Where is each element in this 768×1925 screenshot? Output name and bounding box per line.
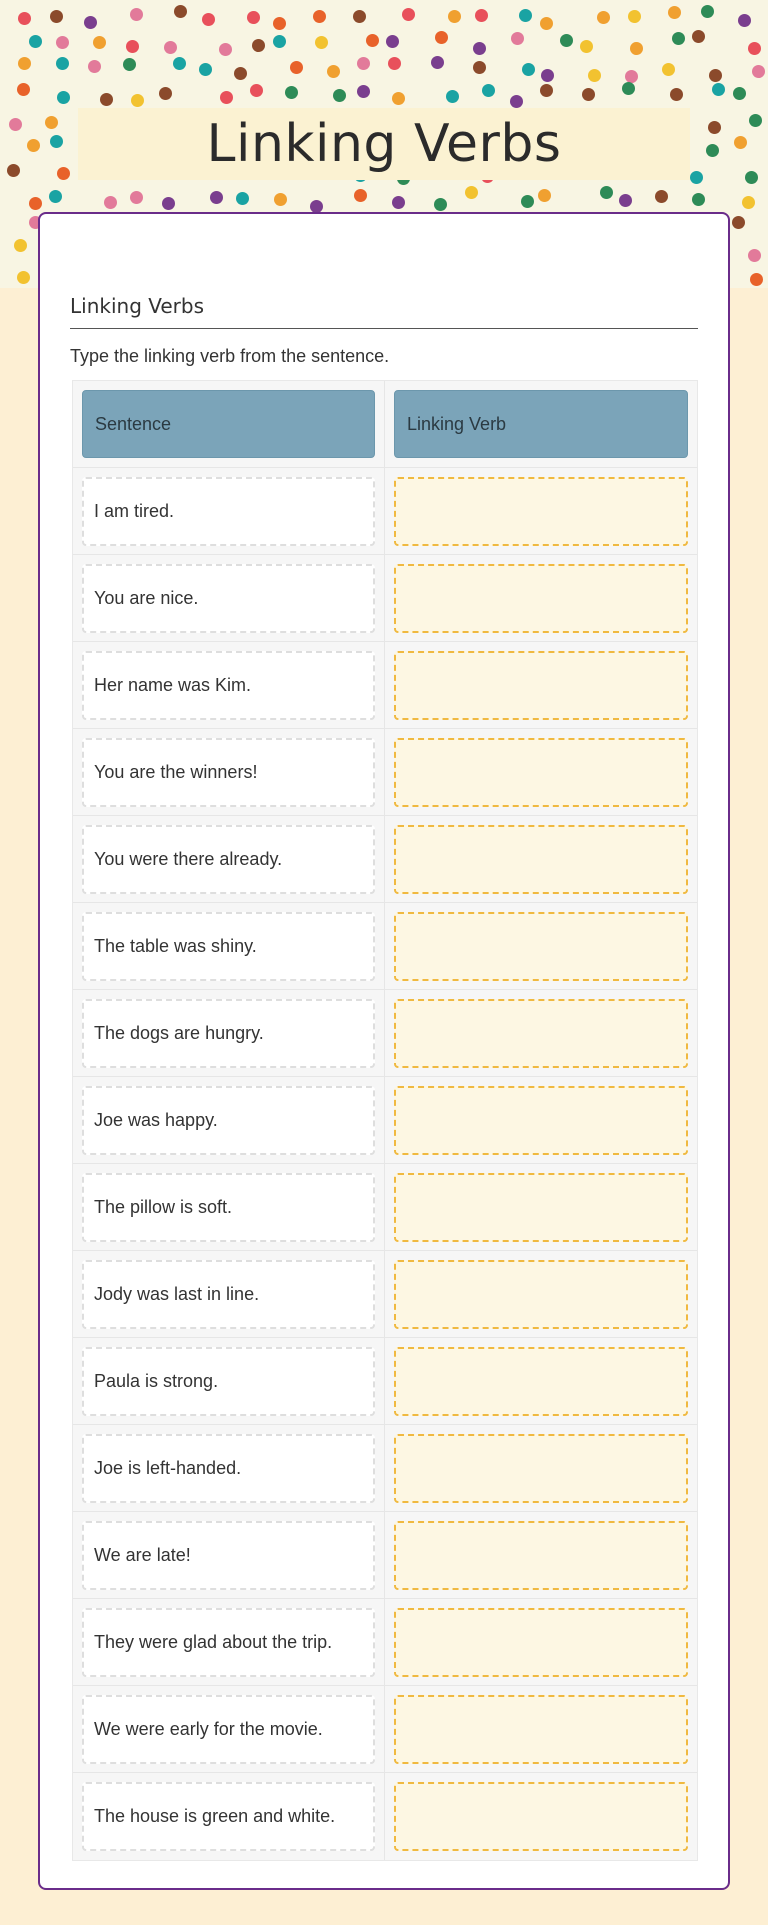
polka-dot: [522, 63, 535, 76]
polka-dot: [164, 41, 177, 54]
polka-dot: [709, 69, 722, 82]
polka-dot: [315, 36, 328, 49]
polka-dot: [354, 189, 367, 202]
answer-cell: [385, 1686, 697, 1772]
sentence-text: You are the winners!: [82, 738, 375, 807]
polka-dot: [510, 95, 523, 108]
linking-verb-input[interactable]: [394, 1695, 688, 1764]
sentence-text: Paula is strong.: [82, 1347, 375, 1416]
polka-dot: [392, 196, 405, 209]
polka-dot: [220, 91, 233, 104]
polka-dot: [162, 197, 175, 210]
polka-dot: [541, 69, 554, 82]
polka-dot: [619, 194, 632, 207]
sentence-cell: [73, 1773, 385, 1860]
polka-dot: [353, 10, 366, 23]
polka-dot: [202, 13, 215, 26]
polka-dot: [748, 249, 761, 262]
polka-dot: [708, 121, 721, 134]
polka-dot: [29, 35, 42, 48]
sentence-cell: [73, 468, 385, 554]
polka-dot: [672, 32, 685, 45]
polka-dot: [628, 10, 641, 23]
polka-dot: [600, 186, 613, 199]
polka-dot: [174, 5, 187, 18]
answer-table: [72, 380, 698, 1861]
sentence-text: They were glad about the trip.: [82, 1608, 375, 1677]
title-banner: [78, 108, 690, 180]
polka-dot: [692, 193, 705, 206]
worksheet-title: Linking Verbs: [206, 114, 562, 174]
polka-dot: [273, 35, 286, 48]
polka-dot: [45, 116, 58, 129]
table-header-row: [73, 381, 697, 468]
polka-dot: [57, 91, 70, 104]
table-row: [73, 1599, 697, 1686]
header-cell: [73, 381, 385, 467]
linking-verb-input[interactable]: [394, 564, 688, 633]
polka-dot: [706, 144, 719, 157]
answer-cell: [385, 1425, 697, 1511]
linking-verb-input[interactable]: [394, 651, 688, 720]
answer-cell: [385, 1599, 697, 1685]
polka-dot: [392, 92, 405, 105]
polka-dot: [17, 83, 30, 96]
polka-dot: [126, 40, 139, 53]
polka-dot: [93, 36, 106, 49]
polka-dot: [655, 190, 668, 203]
polka-dot: [333, 89, 346, 102]
polka-dot: [402, 8, 415, 21]
table-row: [73, 1338, 697, 1425]
sentence-cell: [73, 1251, 385, 1337]
polka-dot: [236, 192, 249, 205]
sentence-text: Joe is left-handed.: [82, 1434, 375, 1503]
answer-cell: [385, 1338, 697, 1424]
table-row: [73, 555, 697, 642]
linking-verb-input[interactable]: [394, 999, 688, 1068]
sentence-cell: [73, 903, 385, 989]
answer-cell: [385, 1251, 697, 1337]
sentence-cell: [73, 1338, 385, 1424]
polka-dot: [14, 239, 27, 252]
polka-dot: [313, 10, 326, 23]
polka-dot: [540, 84, 553, 97]
table-row: [73, 468, 697, 555]
sentence-text: I am tired.: [82, 477, 375, 546]
polka-dot: [18, 12, 31, 25]
sentence-cell: [73, 1164, 385, 1250]
polka-dot: [88, 60, 101, 73]
polka-dot: [622, 82, 635, 95]
polka-dot: [732, 216, 745, 229]
table-row: [73, 642, 697, 729]
polka-dot: [473, 61, 486, 74]
polka-dot: [173, 57, 186, 70]
answer-cell: [385, 729, 697, 815]
header-linking-verb: Linking Verb: [394, 390, 688, 458]
answer-cell: [385, 1164, 697, 1250]
polka-dot: [386, 35, 399, 48]
worksheet-card: [38, 212, 730, 1890]
polka-dot: [749, 114, 762, 127]
polka-dot: [357, 57, 370, 70]
polka-dot: [540, 17, 553, 30]
polka-dot: [290, 61, 303, 74]
polka-dot: [712, 83, 725, 96]
polka-dot: [630, 42, 643, 55]
polka-dot: [448, 10, 461, 23]
polka-dot: [475, 9, 488, 22]
sentence-cell: [73, 816, 385, 902]
polka-dot: [84, 16, 97, 29]
polka-dot: [9, 118, 22, 131]
sentence-text: We were early for the movie.: [82, 1695, 375, 1764]
polka-dot: [250, 84, 263, 97]
polka-dot: [27, 139, 40, 152]
sentence-text: The table was shiny.: [82, 912, 375, 981]
polka-dot: [597, 11, 610, 24]
polka-dot: [580, 40, 593, 53]
polka-dot: [733, 87, 746, 100]
polka-dot: [57, 167, 70, 180]
polka-dot: [18, 57, 31, 70]
polka-dot: [273, 17, 286, 30]
polka-dot: [431, 56, 444, 69]
linking-verb-input[interactable]: [394, 477, 688, 546]
table-row: [73, 990, 697, 1077]
polka-dot: [285, 86, 298, 99]
linking-verb-input[interactable]: [394, 1173, 688, 1242]
table-row: [73, 1251, 697, 1338]
polka-dot: [692, 30, 705, 43]
linking-verb-input[interactable]: [394, 1608, 688, 1677]
polka-dot: [199, 63, 212, 76]
polka-dot: [50, 135, 63, 148]
answer-cell: [385, 1512, 697, 1598]
polka-dot: [130, 8, 143, 21]
polka-dot: [56, 57, 69, 70]
sentence-text: You were there already.: [82, 825, 375, 894]
table-row: [73, 1077, 697, 1164]
answer-cell: [385, 1077, 697, 1163]
sentence-cell: [73, 1686, 385, 1772]
polka-dot: [690, 171, 703, 184]
answer-cell: [385, 555, 697, 641]
sentence-cell: [73, 555, 385, 641]
sentence-text: The dogs are hungry.: [82, 999, 375, 1068]
polka-dot: [519, 9, 532, 22]
table-row: [73, 1686, 697, 1773]
sentence-cell: [73, 1599, 385, 1685]
polka-dot: [748, 42, 761, 55]
polka-dot: [750, 273, 763, 286]
section-title: Linking Verbs: [70, 294, 698, 329]
linking-verb-input[interactable]: [394, 1782, 688, 1851]
polka-dot: [670, 88, 683, 101]
polka-dot: [625, 70, 638, 83]
polka-dot: [252, 39, 265, 52]
linking-verb-input[interactable]: [394, 1086, 688, 1155]
polka-dot: [29, 197, 42, 210]
linking-verb-input[interactable]: [394, 1347, 688, 1416]
sentence-text: We are late!: [82, 1521, 375, 1590]
answer-cell: [385, 903, 697, 989]
linking-verb-input[interactable]: [394, 912, 688, 981]
polka-dot: [56, 36, 69, 49]
polka-dot: [582, 88, 595, 101]
polka-dot: [50, 10, 63, 23]
polka-dot: [310, 200, 323, 213]
sentence-cell: [73, 1077, 385, 1163]
polka-dot: [327, 65, 340, 78]
polka-dot: [131, 94, 144, 107]
polka-dot: [446, 90, 459, 103]
polka-dot: [7, 164, 20, 177]
polka-dot: [538, 189, 551, 202]
sentence-cell: [73, 1425, 385, 1511]
polka-dot: [465, 186, 478, 199]
header-sentence: Sentence: [82, 390, 375, 458]
polka-dot: [742, 196, 755, 209]
table-row: [73, 1425, 697, 1512]
sentence-cell: [73, 1512, 385, 1598]
table-row: [73, 903, 697, 990]
sentence-cell: [73, 642, 385, 728]
table-row: [73, 729, 697, 816]
sentence-text: Her name was Kim.: [82, 651, 375, 720]
polka-dot: [738, 14, 751, 27]
polka-dot: [366, 34, 379, 47]
sentence-text: Jody was last in line.: [82, 1260, 375, 1329]
polka-dot: [435, 31, 448, 44]
polka-dot: [482, 84, 495, 97]
answer-cell: [385, 816, 697, 902]
polka-dot: [210, 191, 223, 204]
polka-dot: [662, 63, 675, 76]
polka-dot: [668, 6, 681, 19]
sentence-text: Joe was happy.: [82, 1086, 375, 1155]
polka-dot: [100, 93, 113, 106]
polka-dot: [752, 65, 765, 78]
polka-dot: [473, 42, 486, 55]
linking-verb-input[interactable]: [394, 825, 688, 894]
table-row: [73, 1164, 697, 1251]
polka-dot: [274, 193, 287, 206]
polka-dot: [357, 85, 370, 98]
polka-dot: [234, 67, 247, 80]
table-row: [73, 816, 697, 903]
table-row: [73, 1512, 697, 1599]
sentence-text: You are nice.: [82, 564, 375, 633]
answer-cell: [385, 990, 697, 1076]
polka-dot: [745, 171, 758, 184]
polka-dot: [511, 32, 524, 45]
sentence-cell: [73, 729, 385, 815]
sentence-text: The house is green and white.: [82, 1782, 375, 1851]
polka-dot: [219, 43, 232, 56]
polka-dot: [123, 58, 136, 71]
polka-dot: [104, 196, 117, 209]
polka-dot: [159, 87, 172, 100]
polka-dot: [734, 136, 747, 149]
polka-dot: [247, 11, 260, 24]
sentence-cell: [73, 990, 385, 1076]
linking-verb-input[interactable]: [394, 1434, 688, 1503]
linking-verb-input[interactable]: [394, 1521, 688, 1590]
table-row: [73, 1773, 697, 1860]
polka-dot: [388, 57, 401, 70]
instructions: Type the linking verb from the sentence.: [70, 346, 390, 366]
polka-dot: [588, 69, 601, 82]
polka-dot: [49, 190, 62, 203]
polka-dot: [434, 198, 447, 211]
linking-verb-input[interactable]: [394, 1260, 688, 1329]
linking-verb-input[interactable]: [394, 738, 688, 807]
answer-cell: [385, 468, 697, 554]
polka-dot: [521, 195, 534, 208]
answer-cell: [385, 1773, 697, 1860]
header-cell: [385, 381, 697, 467]
polka-dot: [701, 5, 714, 18]
sentence-text: The pillow is soft.: [82, 1173, 375, 1242]
answer-cell: [385, 642, 697, 728]
polka-dot: [17, 271, 30, 284]
polka-dot: [560, 34, 573, 47]
polka-dot: [130, 191, 143, 204]
